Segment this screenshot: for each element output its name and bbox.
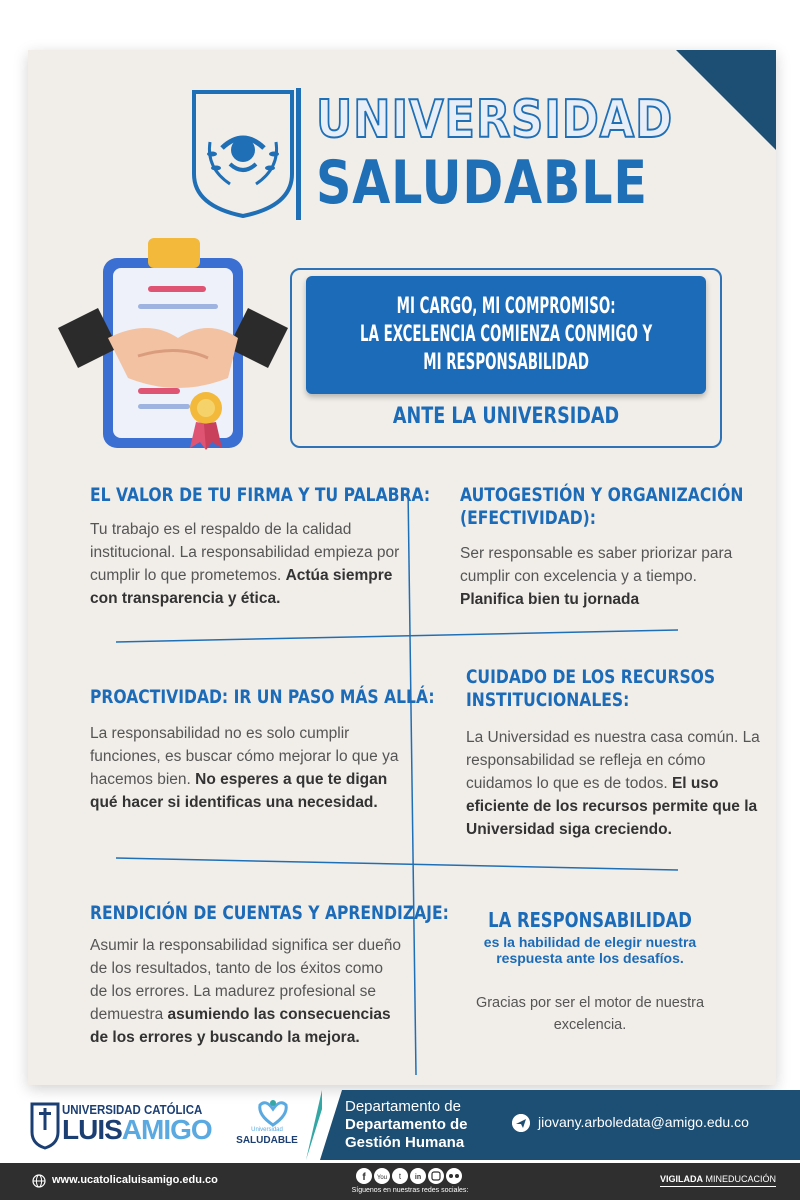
vigilada-label: VIGILADA MINEDUCACIÓN [660, 1174, 776, 1187]
footer [0, 1090, 800, 1160]
poster [28, 50, 776, 1085]
svg-text:f: f [362, 1172, 366, 1183]
department-name: Departamento de Gestión Humana [345, 1116, 468, 1151]
title-universidad: UNIVERSIDAD [316, 90, 674, 150]
email-link[interactable]: jiovany.arboledata@amigo.edu.co [538, 1114, 749, 1130]
closing-thanks: Gracias por ser el motor de nuestra excelencia. [475, 995, 705, 1033]
closing-title: LA RESPONSABILIDAD [488, 908, 692, 932]
closing-subtitle: es la habilidad de elegir nuestra respuesta ante los desafíos. [483, 934, 697, 966]
section-autogestion-body: Ser responsable es saber priorizar para cumplir con excelencia y a tiempo. Planifica bien tu jornada [460, 545, 733, 608]
corner-triangle [676, 50, 776, 150]
svg-text:t: t [398, 1172, 402, 1181]
social-icons [356, 1166, 466, 1186]
department-line1: Departamento de [345, 1098, 461, 1115]
section-firma-body: Tu trabajo es el respaldo de la calidad institucional. La responsabilidad empieza por cumplir lo que prometemos. Actúa siempre con transparencia y ética. [90, 521, 400, 607]
section-proactividad-title: PROACTIVIDAD: IR UN PASO MÁS ALLÁ: [90, 686, 435, 708]
footer-teal-stripe [306, 1090, 322, 1160]
svg-text:in: in [414, 1174, 422, 1181]
flickr-icon [446, 1168, 462, 1184]
heading-line-3: MI RESPONSABILIDAD [423, 350, 589, 375]
section-recursos-title: CUIDADO DE LOS RECURSOS INSTITUCIONALES: [466, 666, 716, 711]
universidad-saludable-logo-icon [238, 1095, 308, 1155]
heading-subtitle: ANTE LA UNIVERSIDAD [392, 404, 620, 429]
logo-divider [296, 88, 301, 220]
clipboard-handshake-icon [58, 238, 288, 468]
section-firma-title: EL VALOR DE TU FIRMA Y TU PALABRA: [90, 484, 431, 506]
section-rendicion-body: Asumir la responsabilidad significa ser dueño de los resultados, tanto de los éxitos como de los errores. La madurez profesional se demuestra asumiendo las consecuencias de los errores y buscando la mejora. [90, 937, 402, 1046]
heading-line-1: MI CARGO, MI COMPROMISO: [396, 294, 616, 319]
section-recursos-body: La Universidad es nuestra casa común. La responsabilidad se refleja en cómo cuidamos lo que es de todos. El uso eficiente de los recursos permite que la Universidad siga creciendo. [466, 729, 760, 838]
social-caption: Síguenos en nuestras redes sociales: [351, 1187, 469, 1194]
globe-icon [32, 1174, 46, 1188]
section-rendicion-title: RENDICIÓN DE CUENTAS Y APRENDIZAJE: [90, 902, 449, 924]
luis-amigo-line2: LUISAMIGO [62, 1114, 212, 1145]
section-autogestion-title: AUTOGESTIÓN Y ORGANIZACIÓN (EFECTIVIDAD): [460, 484, 744, 529]
us-small-label: Universidad [251, 1127, 283, 1133]
shield-logo-icon [190, 88, 296, 220]
section-proactividad-body: La responsabilidad no es solo cumplir funciones, es buscar cómo mejorar lo que ya hacemos bien. No esperes a que te digan qué hacer si identificas una necesidad. [90, 725, 399, 811]
heading-line-2: LA EXCELENCIA COMIENZA CONMIGO Y [359, 322, 653, 347]
email-icon [512, 1114, 530, 1132]
heading-box [306, 276, 706, 394]
us-big-label: SALUDABLE [236, 1135, 298, 1146]
website-link[interactable]: www.ucatolicaluisamigo.edu.co [52, 1174, 218, 1186]
luis-amigo-line1: UNIVERSIDAD CATÓLICA [62, 1102, 203, 1117]
svg-text:You: You [376, 1175, 388, 1181]
bottom-bar [0, 1163, 800, 1200]
instagram-icon [428, 1168, 444, 1184]
title-saludable: SALUDABLE [316, 148, 648, 218]
